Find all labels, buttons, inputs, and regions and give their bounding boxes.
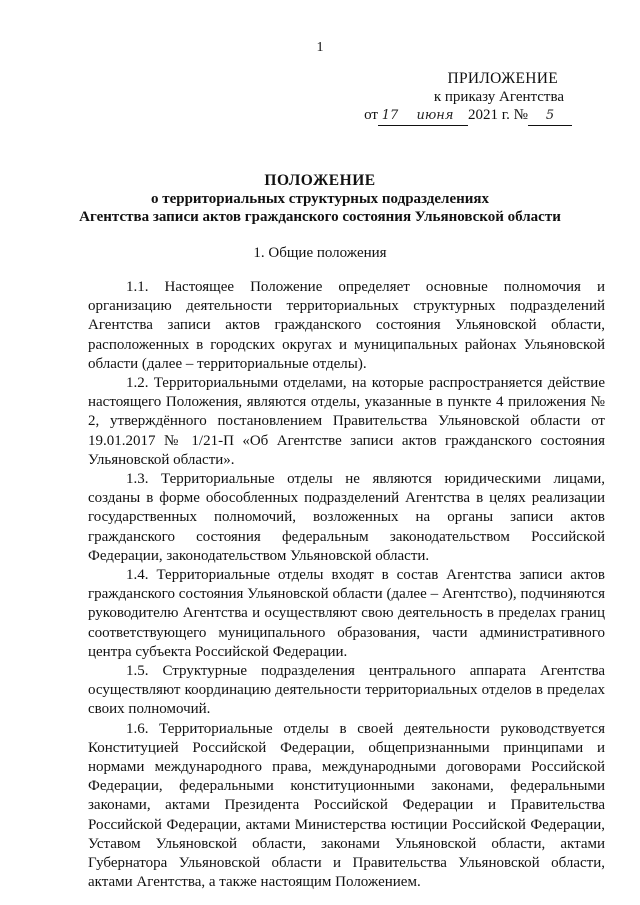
paragraph-1-5: 1.5. Структурные подразделения центрального аппарата Агентства осуществляют координацию деятельности территориальных отделов в пределах своих полномочий.	[88, 663, 605, 718]
paragraph-1-1: 1.1. Настоящее Положение определяет основные полномочия и организацию деятельности территориальных структурных подразделений Агентства записи актов гражданского состояния Ульяновской области, расположенных в городских округах и муниципальных районах Ульяновской области (далее – территориальные отделы).	[88, 279, 605, 372]
paragraph-1-2: 1.2. Территориальными отделами, на которые распространяется действие настоящего Положения, являются отделы, указанные в пункте 4 приложения № 2, утверждённого постановлением Правительства Ульяновской области от 19.01.2017 № 1/21-П «Об Агентстве записи актов гражданского состояния Ульяновской области».	[88, 375, 605, 468]
document-subtitle-line1: о территориальных структурных подразделениях	[150, 191, 490, 207]
document-subtitle-line2: Агентства записи актов гражданского состояния Ульяновской области	[79, 209, 561, 225]
page-number: 1	[316, 40, 324, 55]
appendix-block	[312, 70, 572, 126]
order-day-handwritten: 17	[378, 107, 402, 126]
order-prefix: от	[364, 107, 378, 123]
order-date-line	[312, 106, 572, 126]
order-number-handwritten: 5	[528, 107, 572, 126]
order-year: 2021 г. №	[467, 107, 528, 123]
document-title-block	[0, 172, 640, 226]
document-body	[88, 278, 605, 893]
appendix-order-reference: к приказу Агентства	[433, 89, 564, 105]
document-title: ПОЛОЖЕНИЕ	[264, 172, 376, 189]
paragraph-1-3: 1.3. Территориальные отделы не являются юридическими лицами, созданы в форме обособленных подразделений Агентства в целях реализации государственных полномочий, возложенных на органы записи актов гражданского состояния федеральным законодательством Российской Федерации, законодательством Ульяновской области.	[88, 471, 605, 564]
order-month-handwritten: июня	[402, 107, 468, 126]
paragraph-1-6: 1.6. Территориальные отделы в своей деятельности руководствуется Конституцией Российской Федерации, общепризнанными принципами и нормами международного права, международными договорами Российской Федерации, федеральными конституционными законами, федеральными законами, актами Президента Российской Федерации и Правительства Российской Федерации, актами Министерства юстиции Российской Федерации, Уставом Ульяновской области, законами Ульяновской области, актами Губернатора Ульяновской области и Правительства Ульяновской области, актами Агентства, а также настоящим Положением.	[88, 720, 605, 891]
section-heading: 1. Общие положения	[253, 245, 387, 261]
paragraph-1-4: 1.4. Территориальные отделы входят в состав Агентства записи актов гражданского состояния Ульяновской области (далее – Агентство), подчиняются руководителю Агентства и осуществляют свою деятельность в пределах границ соответствующего муниципального образования, части административного центра субъекта Российской Федерации.	[88, 567, 605, 660]
appendix-title: ПРИЛОЖЕНИЕ	[447, 70, 558, 87]
